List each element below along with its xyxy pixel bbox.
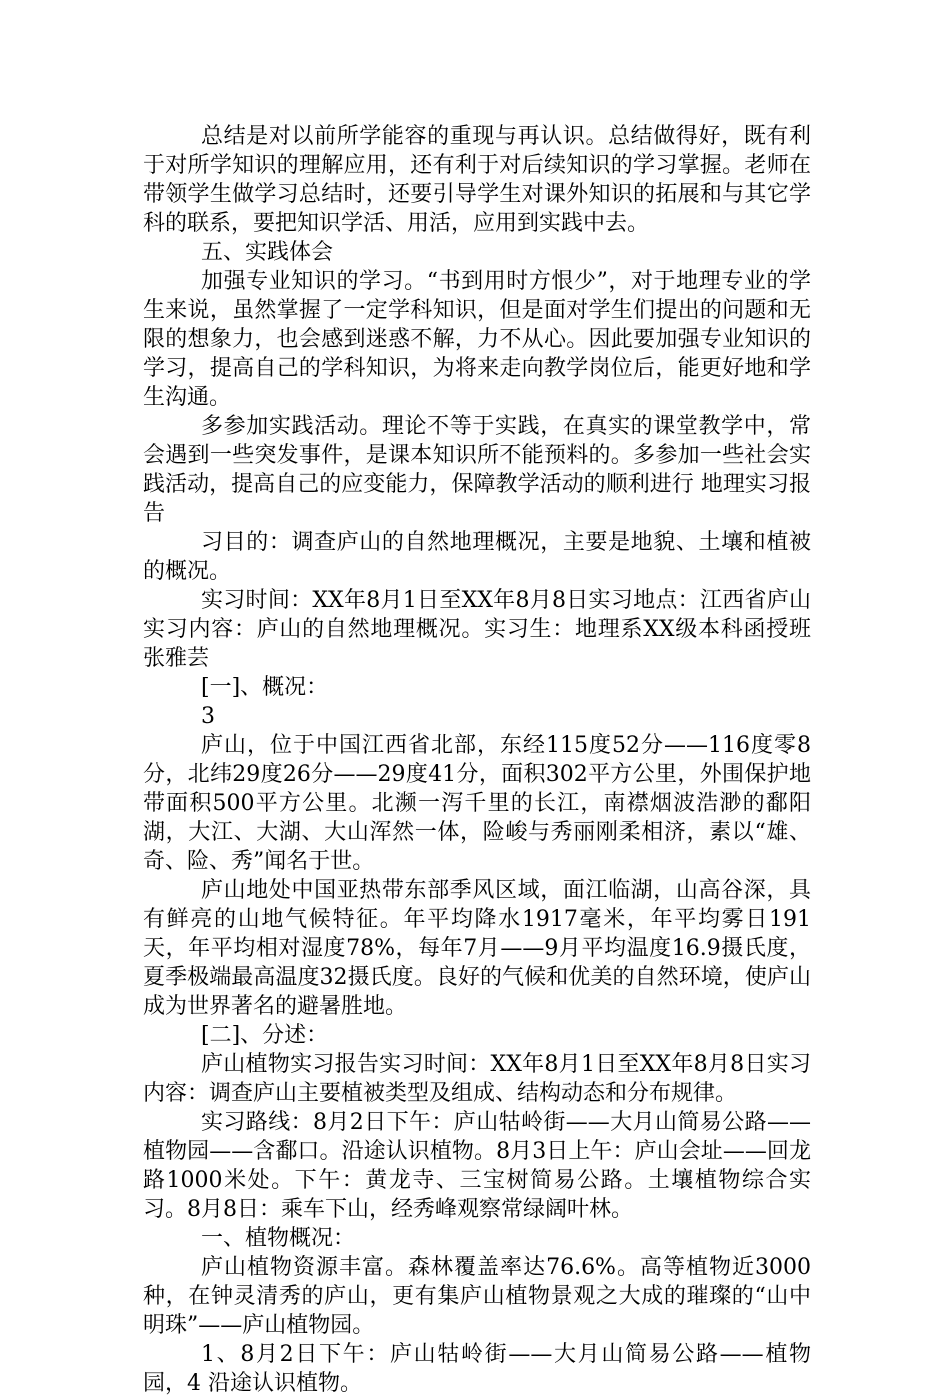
paragraph-aug-2: 1、8月2日下午：庐山牯岭街——大月山简易公路——植物园，4 沿途认识植物。 [143,1342,811,1396]
section-heading-plant-overview: 一、植物概况： [201,1226,356,1251]
page-number-3: 3 [201,704,215,729]
paragraph-route: 实习路线：8月2日下午：庐山牯岭街——大月山简易公路——植物园——含鄱口。沿途认识植物。8月3日上午：庐山会址——回龙路1000米处。下午：黄龙寺、三宝树简易公路。土壤植物综合实习。8月8日：乘车下山，经秀峰观察常绿阔叶林。 [143,1110,811,1222]
paragraph-summary: 总结是对以前所学能容的重现与再认识。总结做得好，既有利于对所学知识的理解应用，还有利于对后续知识的学习掌握。老师在带领学生做学习总结时，还要引导学生对课外知识的拓展和与其它学科的联系，要把知识学活、用活，应用到实践中去。 [143,124,811,236]
section-heading-details: [二]、分述： [201,1023,329,1048]
document-body [143,122,811,1398]
paragraph-plant-report: 庐山植物实习报告实习时间：XX年8月1日至XX年8月8日实习内容：调查庐山主要植被类型及组成、结构动态和分布规律。 [143,1052,811,1106]
paragraph-professional-knowledge: 加强专业知识的学习。“书到用时方恨少”，对于地理专业的学生来说，虽然掌握了一定学科知识，但是面对学生们提出的问题和无限的想象力，也会感到迷惑不解，力不从心。因此要加强专业知识的学习，提高自己的学科知识，为将来走向教学岗位后，能更好地和学生沟通。 [143,269,811,410]
paragraph-time-place: 实习时间：XX年8月1日至XX年8月8日实习地点：江西省庐山实习内容：庐山的自然地理概况。实习生：地理系XX级本科函授班张雅芸 [143,588,811,671]
paragraph-plant-resources: 庐山植物资源丰富。森林覆盖率达76.6%。高等植物近3000种，在钟灵清秀的庐山，更有集庐山植物景观之大成的璀璨的“山中明珠”——庐山植物园。 [143,1255,811,1338]
paragraph-practice-activities: 多参加实践活动。理论不等于实践，在真实的课堂教学中，常会遇到一些突发事件，是课本知识所不能预料的。多参加一些社会实践活动，提高自己的应变能力，保障教学活动的顺利进行 地理实习报告 [143,414,811,526]
paragraph-lushan-location: 庐山，位于中国江西省北部，东经115度52分——116度零8分，北纬29度26分——29度41分，面积302平方公里，外围保护地带面积500平方公里。北濒一泻千里的长江，南襟烟波浩渺的鄱阳湖，大江、大湖、大山浑然一体，险峻与秀丽刚柔相济，素以“雄、奇、险、秀”闻名于世。 [143,733,811,874]
section-heading-overview: [一]、概况： [201,675,329,700]
section-heading-practice: 五、实践体会 [201,240,334,265]
paragraph-purpose: 习目的：调查庐山的自然地理概况，主要是地貌、土壤和植被的概况。 [143,530,811,584]
paragraph-lushan-climate: 庐山地处中国亚热带东部季风区域，面江临湖，山高谷深，具有鲜亮的山地气候特征。年平均降水1917毫米，年平均雾日191天，年平均相对湿度78%，每年7月——9月平均温度16.9摄氏度，夏季极端最高温度32摄氏度。良好的气候和优美的自然环境，使庐山成为世界著名的避暑胜地。 [143,878,811,1019]
